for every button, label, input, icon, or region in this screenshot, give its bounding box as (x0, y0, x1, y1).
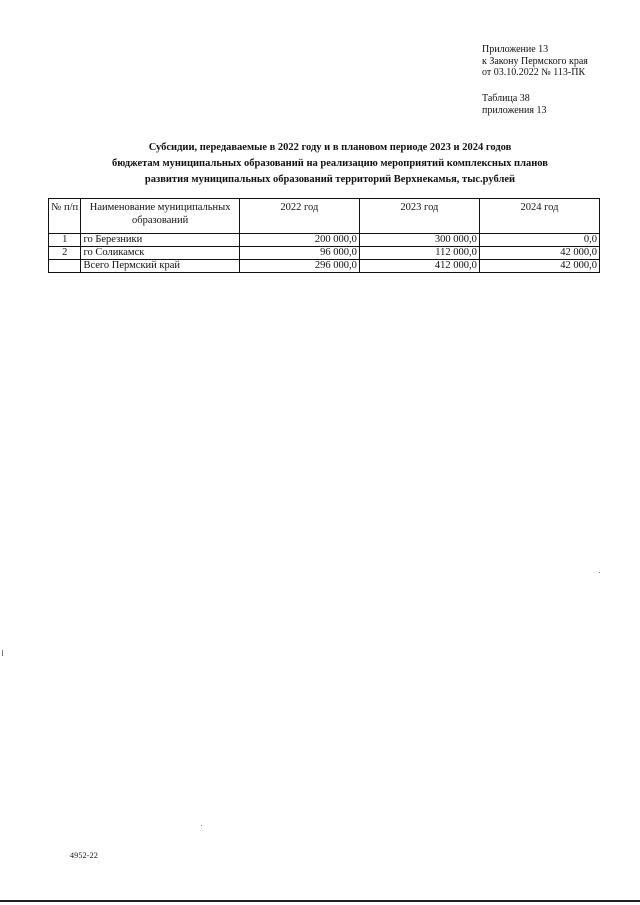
total-2024: 42 000,0 (479, 260, 599, 273)
appendix-law-date: от 03.10.2022 № 113-ПК (482, 67, 586, 78)
table-reference (482, 93, 546, 116)
appendix-number: Приложение 13 (482, 44, 549, 55)
title-line-3: развития муниципальных образований территорий Верхнекамья, тыс.рублей (144, 174, 516, 185)
total-2023: 412 000,0 (359, 260, 479, 273)
table-row (49, 247, 600, 260)
row-2024: 42 000,0 (479, 247, 599, 260)
header-name: Наименование муниципальных образований (81, 199, 239, 234)
scan-speck (599, 572, 600, 573)
header-num: № п/п (49, 199, 81, 234)
scan-speck (2, 650, 3, 656)
row-2024: 0,0 (479, 234, 599, 247)
row-num: 2 (49, 247, 81, 260)
appendix-header (482, 44, 588, 79)
header-2022: 2022 год (239, 199, 359, 234)
row-name: го Березники (81, 234, 239, 247)
subsidies-table (48, 198, 600, 273)
row-2022: 96 000,0 (239, 247, 359, 260)
row-name: го Соликамск (81, 247, 239, 260)
document-title (40, 140, 620, 188)
document-code: 4952-22 (70, 851, 99, 860)
table-appendix-ref: приложения 13 (482, 104, 547, 116)
row-2022: 200 000,0 (239, 234, 359, 247)
scan-bottom-edge (0, 900, 640, 902)
total-num (49, 260, 81, 273)
table-row (49, 234, 600, 247)
row-2023: 300 000,0 (359, 234, 479, 247)
table-header-row (49, 199, 600, 234)
title-line-2: бюджетам муниципальных образований на реализацию мероприятий комплексных планов (112, 158, 548, 169)
row-2023: 112 000,0 (359, 247, 479, 260)
total-2022: 296 000,0 (239, 260, 359, 273)
row-num: 1 (49, 234, 81, 247)
header-2023: 2023 год (359, 199, 479, 234)
table-number: Таблица 38 (482, 93, 530, 104)
appendix-law-ref: к Закону Пермского края (482, 55, 588, 67)
header-2024: 2024 год (479, 199, 599, 234)
scan-speck (201, 825, 202, 826)
table-total-row (49, 260, 600, 273)
total-name: Всего Пермский край (81, 260, 239, 273)
title-line-1: Субсидии, передаваемые в 2022 году и в плановом периоде 2023 и 2024 годов (148, 142, 512, 153)
